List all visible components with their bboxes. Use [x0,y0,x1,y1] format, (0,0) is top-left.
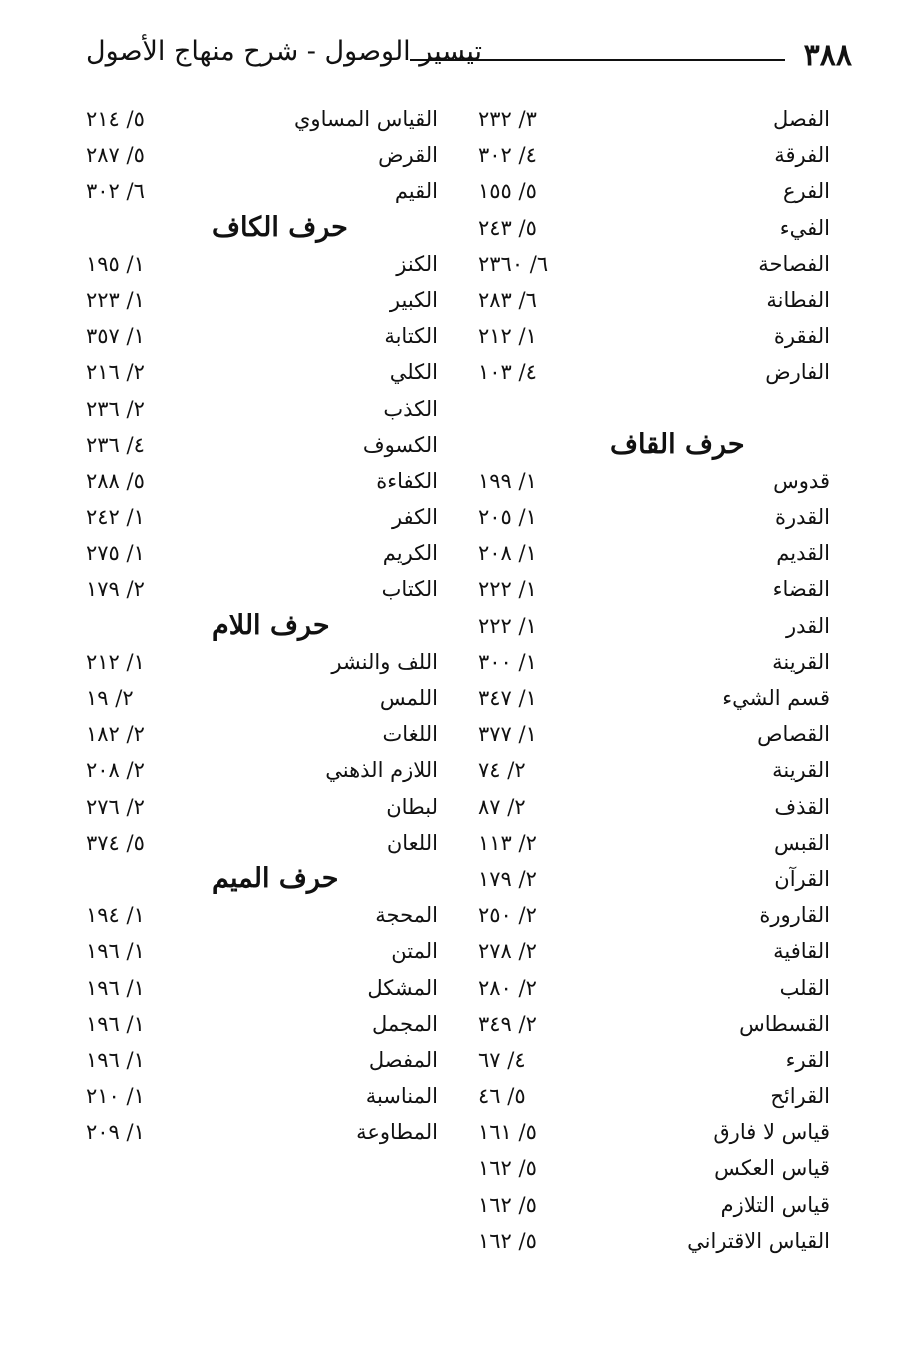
section-heading-text: حرف اللام [212,609,330,641]
entry-term: القدر [785,613,830,638]
entry-term: الكذب [383,396,438,421]
section-heading-text: حرف الميم [212,862,339,894]
entry-term: القرينة [772,758,830,783]
index-entry [470,320,830,356]
entry-term: الفارض [765,360,830,385]
entry-page-reference: ١/ ١٩٤ [86,903,145,928]
page-number: ٣٨٨ [803,38,852,73]
entry-term: المتن [391,939,438,964]
index-entry [470,1225,830,1261]
index-entry [78,139,438,175]
entry-term: القرآن [774,866,830,891]
entry-page-reference: ٢/ ١٧٩ [86,577,145,602]
index-entry [470,610,830,646]
index-entry [470,827,830,863]
index-entry [78,429,438,465]
entry-page-reference: ٢/ ٧٤ [478,758,526,783]
entry-term: الكفاءة [376,468,438,493]
entry-term: القسطاس [739,1011,830,1036]
index-entry [78,537,438,573]
entry-term: قياس التلازم [720,1192,830,1217]
entry-page-reference: ١/ ١٩٩ [478,468,537,493]
entry-term: الفصاحة [758,251,830,276]
entry-term: المحجة [375,903,438,928]
entry-page-reference: ٣/ ٢٣٢ [478,107,537,131]
index-entry [470,972,830,1008]
index-entry [470,248,830,284]
index-entry [78,356,438,392]
entry-term: القلب [779,975,830,1000]
entry-page-reference: ٢/ ٢٠٨ [86,758,145,783]
index-entry [78,573,438,609]
entry-term: الكفر [391,505,438,530]
entry-page-reference: ١/ ٢٢٢ [478,613,537,638]
index-entry [470,1152,830,1188]
index-entry [78,248,438,284]
entry-term: الكتاب [381,577,438,602]
index-entry [470,718,830,754]
entry-term: قسم الشيء [722,686,830,710]
entry-term: القرائح [770,1084,830,1109]
entry-page-reference: ٥/ ٣٧٤ [86,830,145,855]
entry-page-reference: ٥/ ١٥٥ [478,179,537,204]
index-entry [470,791,830,827]
index-entry [470,1080,830,1116]
entry-page-reference: ١/ ١٩٦ [86,1047,145,1072]
index-entry [78,791,438,827]
index-entry [470,573,830,609]
entry-term: الفطانة [766,287,830,312]
entry-term: الكنز [396,251,438,276]
entry-page-reference: ١/ ١٩٥ [86,251,145,276]
entry-term: الكبير [389,287,438,312]
fa-entries [470,103,830,393]
index-entry [470,212,830,248]
entry-page-reference: ٢/ ١٧٩ [478,866,537,891]
entry-page-reference: ١/ ٢٧٥ [86,541,145,566]
entry-page-reference: ١/ ١٩٦ [86,975,145,1000]
entry-page-reference: ٢/ ٣٤٩ [478,1011,537,1036]
entry-term: اللازم الذهني [325,758,438,783]
entry-term: القياس الاقتراني [687,1228,830,1253]
index-entry [78,1080,438,1116]
index-entry [470,501,830,537]
index-entry [78,501,438,537]
entry-page-reference: ٥/ ٤٦ [478,1084,526,1109]
qaf-entries [470,465,830,1261]
entry-page-reference: ٢/ ٨٧ [478,794,526,819]
entry-page-reference: ١/ ٣٧٧ [478,722,537,747]
index-entry [78,465,438,501]
entry-term: المفصل [368,1047,438,1072]
entry-page-reference: ٢/ ١١٣ [478,830,537,855]
index-entry [78,646,438,682]
entry-page-reference: ١/ ١٩٦ [86,1011,145,1036]
entry-term: القضاء [772,577,830,602]
index-entry [470,935,830,971]
entry-page-reference: ١/ ٢٢٣ [86,287,145,312]
index-entry [470,1008,830,1044]
index-entry [78,899,438,935]
entry-term: قياس العكس [714,1156,830,1181]
index-entry [470,175,830,211]
index-column-left [78,103,438,1152]
entry-term: الفصل [773,107,830,131]
index-column-right [470,103,830,1261]
entry-term: الكلي [389,360,438,385]
index-entry [470,682,830,718]
entry-page-reference: ١/ ٣٤٧ [478,686,537,710]
index-entry [470,537,830,573]
entry-page-reference: ٤/ ٣٠٢ [478,143,537,168]
index-entry [470,139,830,175]
index-entry [78,320,438,356]
index-entry [78,284,438,320]
entry-page-reference: ٤/ ٦٧ [478,1047,526,1072]
entry-page-reference: ٦/ ٢٣٦٠ [478,251,549,276]
entry-page-reference: ١/ ٢١٠ [86,1084,145,1109]
entry-term: القياس المساوي [294,107,438,131]
entry-page-reference: ٢/ ١٨٢ [86,722,145,747]
entry-page-reference: ١/ ٢٠٩ [86,1120,145,1145]
entry-term: القيم [394,179,438,204]
entry-term: القرينة [772,649,830,674]
entry-page-reference: ٢/ ٢٨٠ [478,975,537,1000]
index-entry [470,1116,830,1152]
entry-page-reference: ٥/ ١٦٢ [478,1192,537,1217]
entry-term: الكتابة [384,324,438,349]
entry-page-reference: ٦/ ٢٨٣ [478,287,537,312]
entry-page-reference: ١/ ٣٠٠ [478,649,537,674]
entry-page-reference: ٢/ ٢٧٨ [478,939,537,964]
spacer [470,393,830,429]
section-heading-text: حرف الكاف [212,211,348,243]
entry-term: اللف والنشر [331,649,438,674]
index-entry [470,103,830,139]
entry-term: القارورة [759,903,830,928]
entry-term: القرء [785,1047,830,1072]
entry-page-reference: ٢/ ١٩ [86,686,134,710]
entry-term: الفيء [779,215,830,240]
entry-page-reference: ١/ ٢٠٥ [478,505,537,530]
entry-page-reference: ٥/ ١٦٢ [478,1228,537,1253]
index-entry [78,393,438,429]
entry-term: المجمل [372,1011,438,1036]
entry-page-reference: ١/ ٢١٢ [86,649,145,674]
page-header [80,36,852,84]
entry-page-reference: ١/ ٣٥٧ [86,324,145,349]
entry-page-reference: ١/ ١٩٦ [86,939,145,964]
entry-page-reference: ٥/ ٢٤٣ [478,215,537,240]
entry-term: القذف [774,794,830,819]
qaf-continued-entries [78,103,438,212]
entry-page-reference: ١/ ٢٠٨ [478,541,537,566]
index-entry [470,899,830,935]
entry-page-reference: ٥/ ٢٨٨ [86,468,145,493]
entry-term: الكريم [382,541,438,566]
entry-term: القصاص [757,722,830,747]
entry-term: الفقرة [773,324,830,349]
index-entry [470,284,830,320]
entry-term: المشكل [367,975,438,1000]
entry-page-reference: ٥/ ١٦١ [478,1120,537,1145]
section-heading-lam [78,610,438,646]
entry-page-reference: ٦/ ٣٠٢ [86,179,145,204]
index-entry [470,1189,830,1225]
entry-term: القدرة [774,505,830,530]
index-entry [78,935,438,971]
entry-page-reference: ٢/ ٢٥٠ [478,903,537,928]
entry-page-reference: ٤/ ١٠٣ [478,360,537,385]
entry-term: اللغات [382,722,438,747]
entry-term: الفرع [783,179,830,204]
entry-page-reference: ٢/ ٢١٦ [86,360,145,385]
index-entry [78,754,438,790]
entry-page-reference: ٤/ ٢٣٦ [86,432,145,457]
index-entry [470,863,830,899]
entry-page-reference: ١/ ٢٤٢ [86,505,145,530]
index-entry [78,1044,438,1080]
index-entry [78,682,438,718]
index-entry [78,1008,438,1044]
section-heading-mim [78,863,438,899]
index-entry [78,827,438,863]
section-heading-qaf [470,429,830,465]
entry-term: اللعان [386,830,438,855]
entry-page-reference: ٥/ ٢٨٧ [86,143,145,168]
index-entry [78,718,438,754]
lam-entries [78,646,438,863]
entry-term: القديم [776,541,830,566]
entry-page-reference: ٢/ ٢٣٦ [86,396,145,421]
entry-term: لبطان [386,794,438,819]
mim-entries [78,899,438,1152]
entry-page-reference: ٥/ ٢١٤ [86,107,145,131]
section-heading-kaf [78,212,438,248]
index-entry [78,1116,438,1152]
entry-term: القبس [774,830,830,855]
book-title: تيسير الوصول - شرح منهاج الأصول [86,36,483,67]
index-entry [470,754,830,790]
kaf-entries [78,248,438,610]
entry-page-reference: ١/ ٢١٢ [478,324,537,349]
index-entry [470,646,830,682]
index-entry [470,1044,830,1080]
index-entry [78,972,438,1008]
section-heading-text: حرف القاف [610,428,745,460]
entry-page-reference: ٢/ ٢٧٦ [86,794,145,819]
entry-term: الكسوف [362,432,438,457]
index-entry [78,103,438,139]
entry-term: قياس لا فارق [713,1120,830,1145]
entry-term: الفرقة [774,143,830,168]
entry-term: القافية [773,939,830,964]
entry-page-reference: ٥/ ١٦٢ [478,1156,537,1181]
index-entry [470,356,830,392]
index-entry [470,465,830,501]
entry-term: اللمس [379,686,438,710]
entry-term: المطاوعة [356,1120,438,1145]
entry-term: المناسبة [365,1084,438,1109]
index-entry [78,175,438,211]
entry-page-reference: ١/ ٢٢٢ [478,577,537,602]
entry-term: قدوس [773,468,830,493]
entry-term: القرض [378,143,438,168]
